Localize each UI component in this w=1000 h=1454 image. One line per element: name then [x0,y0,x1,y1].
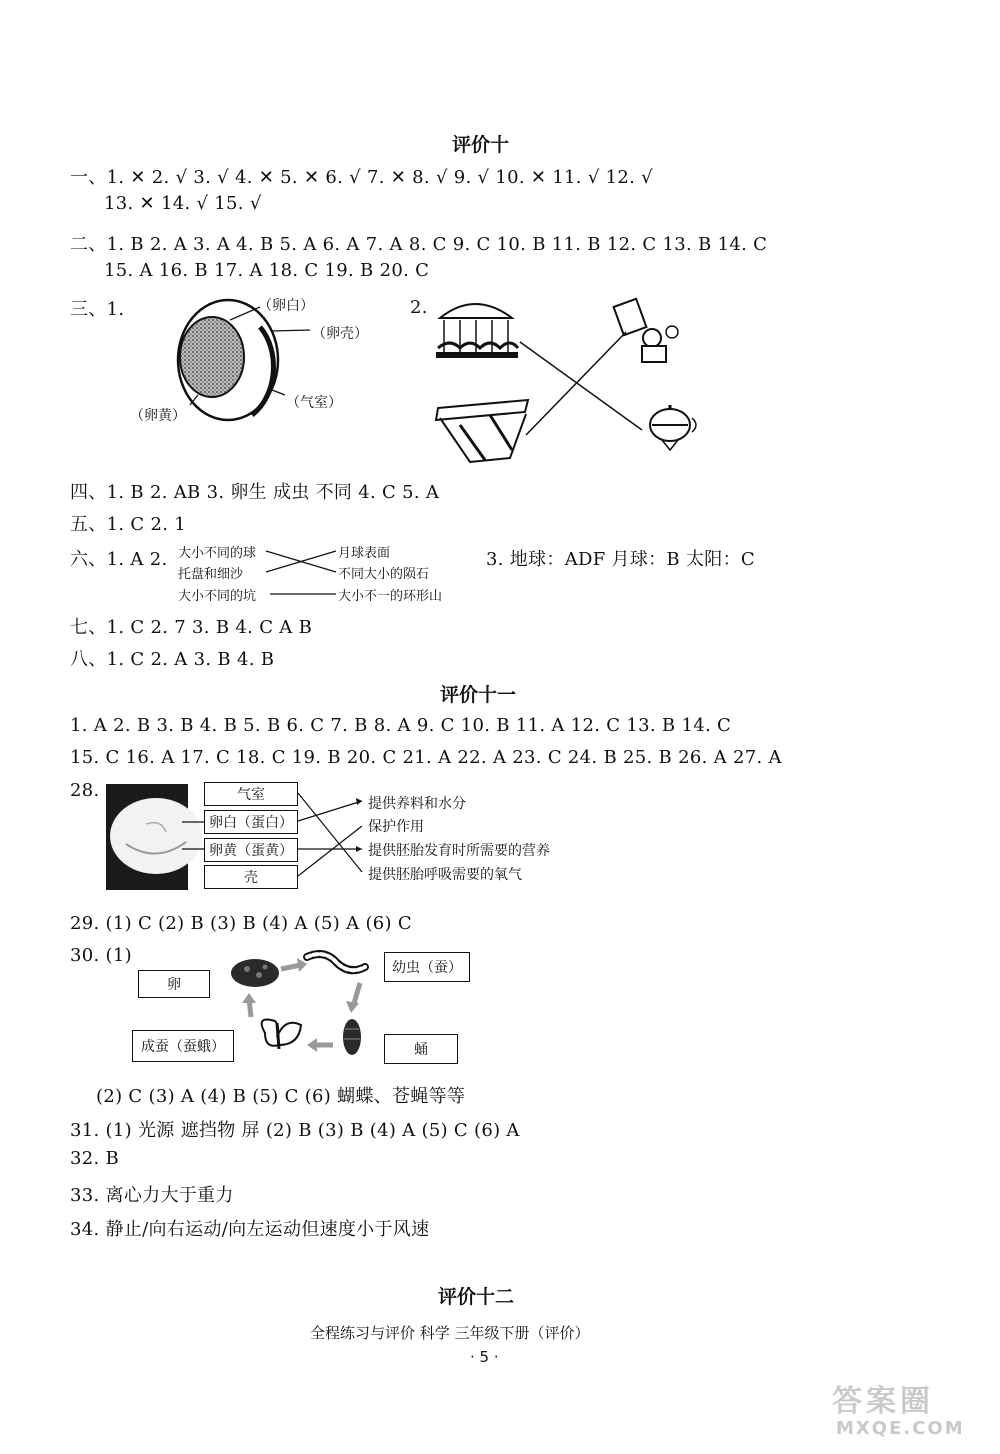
answer-line-judgement-2: 13. ✕ 14. √ 15. √ [104,193,262,214]
answer-line-34: 34. 静止/向右运动/向左运动但速度小于风速 [70,1219,430,1240]
answer-q30-number: 30. (1) [70,945,132,966]
answer-line-11-1: 1. A 2. B 3. B 4. B 5. B 6. C 7. B 8. A 9. C 10. B 11. A 12. C 13. B 14. C [70,715,732,736]
stage-box-egg: 卵 [138,970,210,998]
stage-box-pupa: 蛹 [384,1034,458,1064]
egg-label-yolk: （卵黄） [130,408,186,424]
answer-label-san: 三、1. [70,299,125,320]
function-2: 保护作用 [368,819,424,835]
function-1: 提供养料和水分 [368,796,466,812]
answer-line-32: 32. B [70,1148,120,1169]
egg-label-air-chamber: （气室） [286,395,342,411]
footer-book-title: 全程练习与评价 科学 三年级下册（评价） [310,1324,590,1342]
egg-label-shell: （卵壳） [312,326,368,342]
answer-line-qi: 七、1. C 2. 7 3. B 4. C A B [70,617,313,638]
answer-q28-number: 28. [70,780,100,801]
stage-box-adult: 成蚕（蚕蛾） [132,1030,234,1062]
answer-line-11-2: 15. C 16. A 17. C 18. C 19. B 20. C 21. A 22. A 23. C 24. B 25. B 26. A 27. A [70,747,782,768]
section-title-11: 评价十一 [440,684,517,706]
answer-label-q2: 2. [410,297,428,318]
egg-label-white: （卵白） [258,298,314,314]
watermark-url: MXQE.COM [836,1418,965,1439]
answer-line-liu-prefix: 六、1. A 2. [70,549,168,570]
part-box-shell: 壳 [204,865,298,889]
match-right-3: 大小不一的环形山 [338,589,443,604]
answer-line-liu-q3: 3. 地球：ADF 月球：B 太阳：C [486,549,755,570]
match-left-2: 托盘和细沙 [178,567,244,582]
answer-line-33: 33. 离心力大于重力 [70,1185,234,1206]
match-left-1: 大小不同的球 [178,546,257,561]
part-box-egg-yolk: 卵黄（蛋黄） [204,838,298,862]
answer-line-wu: 五、1. C 2. 1 [70,514,187,535]
part-box-egg-white: 卵白（蛋白） [204,810,298,834]
answer-line-si: 四、1. B 2. AB 3. 卵生 成虫 不同 4. C 5. A [70,482,440,503]
function-3: 提供胚胎发育时所需要的营养 [368,843,550,859]
match-right-2: 不同大小的陨石 [338,567,430,582]
answer-line-judgement-1: 一、1. ✕ 2. √ 3. √ 4. ✕ 5. ✕ 6. √ 7. ✕ 8. √ 9. √ 10. ✕ 11. √ 12. √ [70,167,653,188]
watermark-logo: 答案圈 [832,1384,934,1419]
section-title-12: 评价十二 [438,1286,515,1308]
footer-page-number: · 5 · [470,1348,499,1366]
answer-line-31: 31. (1) 光源 遮挡物 屏 (2) B (3) B (4) A (5) C (6) A [70,1120,520,1141]
silkworm-lifecycle-diagram [225,945,385,1065]
stage-box-larva: 幼虫（蚕） [384,952,470,982]
section-title-10: 评价十 [452,134,510,156]
answer-line-choice-1: 二、1. B 2. A 3. A 4. B 5. A 6. A 7. A 8. C 9. C 10. B 11. B 12. C 13. B 14. C [70,234,768,255]
answer-line-29: 29. (1) C (2) B (3) B (4) A (5) A (6) C [70,913,412,934]
match-left-3: 大小不同的坑 [178,589,257,604]
part-box-air-chamber: 气室 [204,782,298,806]
answer-line-30-rest: (2) C (3) A (4) B (5) C (6) 蝴蝶、苍蝇等等 [96,1086,466,1107]
match-right-1: 月球表面 [338,546,391,561]
answer-line-choice-2: 15. A 16. B 17. A 18. C 19. B 20. C [104,260,430,281]
function-4: 提供胚胎呼吸需要的氧气 [368,867,522,883]
answer-line-ba: 八、1. C 2. A 3. B 4. B [70,649,275,670]
